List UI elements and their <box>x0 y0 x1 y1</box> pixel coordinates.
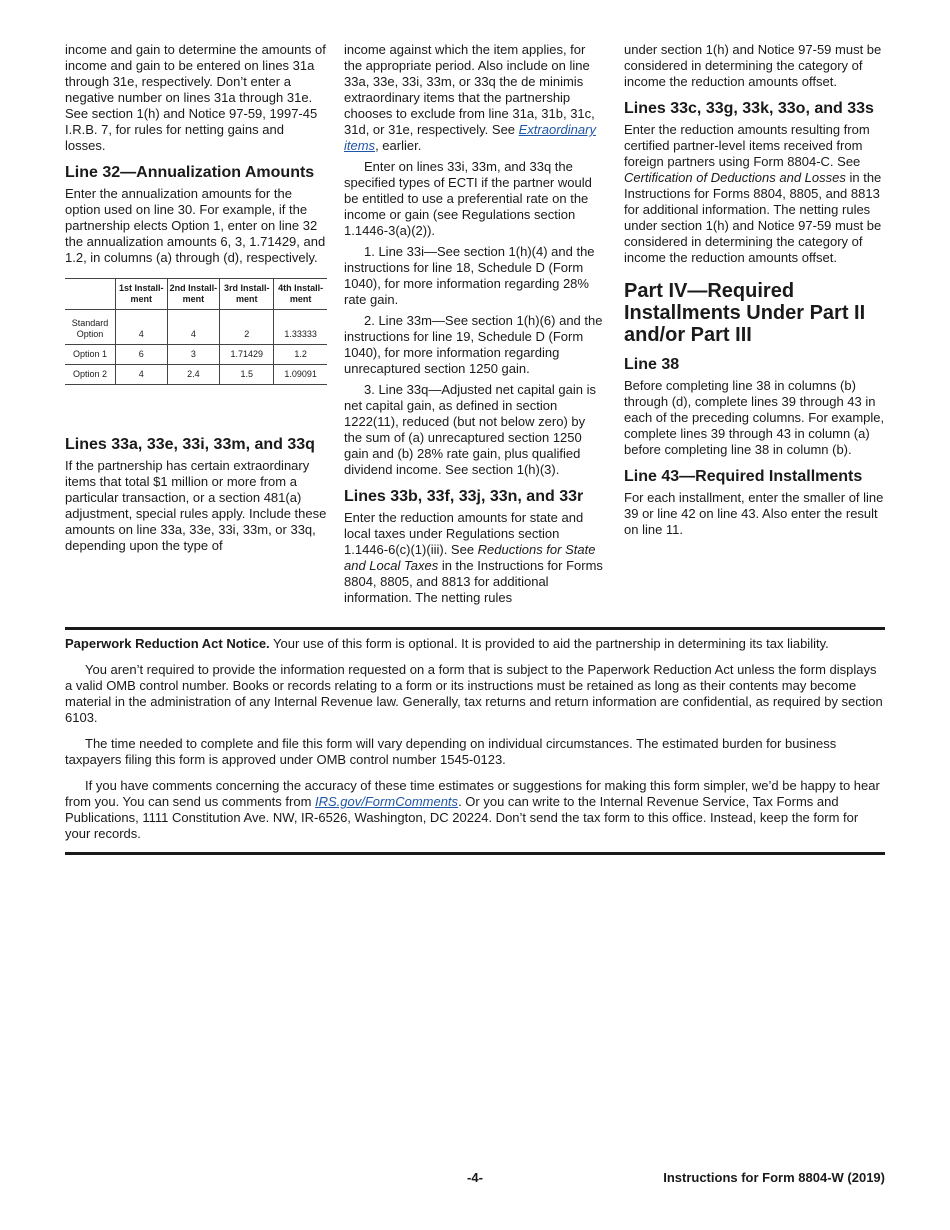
col2-intro-text: income against which the item applies, for the appropriate period. Also include on line 33a, 33e, 33i, 33m, or 33q the de minimis extraordinary items that the partnership chooses to exclude from line 31a, 31b, 31c, 31d, or 31e, respectively. See <box>344 42 595 137</box>
bottom-rule <box>65 852 885 855</box>
reductions-reference: Reductions for State and Local Taxes <box>344 542 596 573</box>
table-cell: 1.2 <box>274 345 327 365</box>
table-cell: 6 <box>116 345 168 365</box>
lines33c-text-end: in the Instructions for Forms 8804, 8805, and 8813 for additional information. The netting rules under section 1(h) and Notice 97-59 must be considered in determining the category of income the reduction amounts offset. <box>624 170 882 265</box>
table-row <box>65 310 327 345</box>
lines33c-paragraph <box>624 122 886 266</box>
lines33a-heading: Lines 33a, 33e, 33i, 33m, and 33q <box>65 436 315 453</box>
lines33c-text: Enter the reduction amounts resulting from certified partner-level items received from foreign partners using Form 8804-C. See <box>624 122 870 169</box>
line32-paragraph: Enter the annualization amounts for the option used on line 30. For example, if the partnership elects Option 1, enter on line 32 the annualization amounts 6, 3, 1.71429, and 1.2, in columns (a) through (d), respectively. <box>65 186 326 265</box>
part4-heading: Part IV—Required Installments Under Part II and/or Part III <box>624 280 866 346</box>
document-title: Instructions for Form 8804-W (2019) <box>663 1170 885 1185</box>
column-3 <box>624 42 886 538</box>
line33i-item: 1. Line 33i—See section 1(h)(4) and the instructions for line 18, Schedule D (Form 1040), for more information regarding 28% rate gain. <box>344 244 595 307</box>
line33m-item: 2. Line 33m—See section 1(h)(6) and the instructions for line 19, Schedule D (Form 1040), for more information regarding unrecaptured section 1250 gain. <box>344 313 603 376</box>
line38-paragraph: Before completing line 38 in columns (b) through (d), complete lines 39 through 43 in each of the preceding columns. For example, complete lines 39 through 43 in column (a) before completing line 38 in column (b). <box>624 378 885 457</box>
table-header-cell <box>65 279 116 310</box>
table-cell: 1.71429 <box>220 345 274 365</box>
pra-title: Paperwork Reduction Act Notice. <box>65 636 270 651</box>
col2-intro-paragraph <box>344 42 606 154</box>
table-header-cell: 2nd Install- ment <box>167 279 220 310</box>
pra-omb-paragraph: You aren’t required to provide the information requested on a form that is subject to the Paperwork Reduction Act unless the form displays a valid OMB control number. Books or records relating to a form or its instructions must be retained as long as their contents may become material in the administration of any Internal Revenue law. Generally, tax returns and return information are confidential, as required by section 6103. <box>65 662 883 725</box>
lines33b-text: Enter the reduction amounts for state and local taxes under Regulations section 1.1446-6(c)(1)(iii). See <box>344 510 584 557</box>
line33q-item: 3. Line 33q—Adjusted net capital gain is net capital gain, as defined in section 1222(11), reduced (but not below zero) by the sum of (a) unrecaptured section 1250 gain and (b) 28% rate gain, plus qualified dividend income. See section 1(h)(3). <box>344 382 596 477</box>
extraordinary-items-link[interactable]: Extraordinary items <box>344 122 596 153</box>
pra-comments-text: If you have comments concerning the accuracy of these time estimates or suggestions for making this form simpler, we’d be happy to hear from you. You can send us comments from <box>65 778 880 809</box>
line38-heading: Line 38 <box>624 356 680 373</box>
col2-intro-text-end: , earlier. <box>375 138 422 153</box>
lines33b-text-end: in the Instructions for Forms 8804, 8805, and 8813 for additional information. The netting rules <box>344 558 603 605</box>
table-cell: 4 <box>116 310 168 345</box>
table-cell: 3 <box>167 345 220 365</box>
table-cell: 1.09091 <box>274 365 327 385</box>
form-comments-link[interactable]: IRS.gov/FormComments <box>315 794 459 809</box>
table-cell: 2.4 <box>167 365 220 385</box>
annualization-table <box>65 278 327 385</box>
table-header-cell: 3rd Install- ment <box>220 279 274 310</box>
line43-heading: Line 43—Required Installments <box>624 468 863 485</box>
table-cell: 1.33333 <box>274 310 327 345</box>
col1-intro-paragraph: income and gain to determine the amounts of income and gain to be entered on lines 31a through 31e, respectively. Don’t enter a negative number on lines 31a through 31e. See section 1(h) and Notice 97-59, 1997-45 I.R.B. 7, for rules for netting gains and losses. <box>65 42 326 153</box>
line43-paragraph: For each installment, enter the smaller of line 39 or line 42 on line 43. Also enter the result on line 11. <box>624 490 884 537</box>
certification-reference: Certification of Deductions and Losses <box>624 170 846 185</box>
table-cell: 2 <box>220 310 274 345</box>
pra-comments-text-end: . Or you can write to the Internal Revenue Service, Tax Forms and Publications, 1111 Constitution Ave. NW, IR-6526, Washington, DC 20224. Don’t send the tax form to this office. Instead, keep the form for your records. <box>65 794 859 841</box>
column-1 <box>65 42 327 554</box>
ecti-paragraph: Enter on lines 33i, 33m, and 33q the specified types of ECTI if the partner would be entitled to use a preferential rate on the income or gain (see Regulations section 1.1446-3(a)(2)). <box>344 159 592 238</box>
line32-heading: Line 32—Annualization Amounts <box>65 164 315 181</box>
table-cell: 4 <box>167 310 220 345</box>
lines33b-paragraph <box>344 510 606 606</box>
col3-intro-paragraph: under section 1(h) and Notice 97-59 must be considered in determining the category of income the reduction amounts offset. <box>624 42 882 89</box>
pra-title-text: Your use of this form is optional. It is provided to aid the partnership in determining its tax liability. <box>269 636 829 651</box>
lines33a-paragraph: If the partnership has certain extraordinary items that total $1 million or more from a particular transaction, or a section 481(a) adjustment, special rules apply. Include these amounts on line 33a, 33e, 33i, 33m, or 33q, depending upon the type of <box>65 458 327 553</box>
page-number: -4- <box>467 1170 483 1185</box>
table-cell: Option 1 <box>65 345 116 365</box>
table-row <box>65 345 327 365</box>
paperwork-reduction-notice <box>65 627 885 842</box>
table-cell: 1.5 <box>220 365 274 385</box>
table-header-cell: 4th Install- ment <box>274 279 327 310</box>
table-cell: 4 <box>116 365 168 385</box>
lines33b-heading: Lines 33b, 33f, 33j, 33n, and 33r <box>344 488 584 505</box>
column-2 <box>344 42 606 606</box>
table-cell: Option 2 <box>65 365 116 385</box>
pra-first-paragraph <box>65 636 885 652</box>
pra-comments-paragraph <box>65 778 885 842</box>
table-header-row <box>65 279 327 310</box>
table-header-cell: 1st Install- ment <box>116 279 168 310</box>
table-row <box>65 365 327 385</box>
table-cell: Standard Option <box>65 310 116 345</box>
pra-time-paragraph: The time needed to complete and file this form will vary depending on individual circumstances. The estimated burden for business taxpayers filing this form is approved under OMB control number 1545-0123. <box>65 736 837 767</box>
lines33c-heading: Lines 33c, 33g, 33k, 33o, and 33s <box>624 100 874 117</box>
